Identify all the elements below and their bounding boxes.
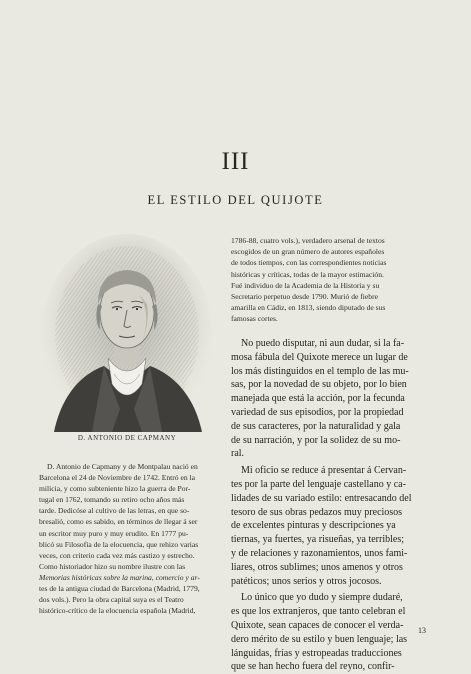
- text-line: los más distinguidos en el templo de las mu-: [231, 365, 409, 377]
- text-line: lidades de su variado estilo: entresacando del: [231, 492, 412, 504]
- text-line: lánguidas, frías y estropeadas traducciones: [231, 647, 402, 659]
- note-line: veces, con criterio cada vez más castizo y estrecho.: [39, 550, 195, 560]
- note-line: Memorias históricas sobre la marina, comercio y ar-: [39, 572, 200, 582]
- note-line: D. Antonio de Capmany y de Montpalau nació en: [47, 462, 198, 471]
- note-line: blicó su Filosofía de la elocuencia, que rehizo varias: [39, 539, 199, 549]
- note-line: tugal en 1762, tomando su retiro ocho años más: [39, 495, 185, 505]
- note-line: Secretario perpetuo desde 1790. Murió de fiebre: [231, 292, 378, 302]
- text-line: mosa fábula del Quixote merece un lugar de: [231, 351, 408, 363]
- portrait-caption: D. ANTONIO DE CAPMANY: [77, 434, 177, 442]
- note-line: tarde. Dedicóse al cultivo de las letras, en que so-: [39, 506, 190, 516]
- text-line: dero mérito de su estilo y buen lenguaje; las: [231, 633, 408, 645]
- note-line: de todos tiempos, con las correspondientes noticias: [231, 258, 387, 268]
- text-line: Quixote, sean capaces de conocer el verda-: [231, 619, 404, 631]
- note-line: escogidos de un gran número de autores españoles: [231, 247, 385, 257]
- text-line: patéticos; unos serios y otros jocosos.: [231, 575, 382, 587]
- text-line: que se han hecho fuera del reyno, confir-: [231, 661, 395, 673]
- note-line: milicia, y como subteniente hizo la guerra de Por-: [39, 484, 191, 494]
- text-line: tesoro de sus obras pedazos muy preciosos: [231, 506, 403, 518]
- note-line: histórico-crítico de la elocuencia española (Madrid,: [39, 606, 196, 616]
- text-line: de excelentes pinturas y descripciones ya: [231, 520, 396, 532]
- text-line: es que los extranjeros, que tanto celebran el: [231, 606, 406, 618]
- portrait-engraving: [42, 234, 212, 432]
- note-line: bresalió, como es sabido, en términos de llegar á ser: [39, 517, 198, 527]
- text-line: Lo único que yo dudo y siempre dudaré,: [241, 592, 403, 604]
- page-number: 13: [418, 626, 426, 635]
- paragraph: [231, 337, 436, 461]
- text-line: manejada que está la acción, por la fecunda: [231, 393, 405, 405]
- text-line: Mi oficio se reduce á presentar á Cervan-: [241, 465, 407, 477]
- text-line: y de relaciones y razonamientos, unos fami-: [231, 547, 408, 559]
- text-line: de su narración, y por la solidez de su mo-: [231, 434, 401, 446]
- text-line: liares, otros sublimes; unos amenos y otros: [231, 561, 403, 573]
- text-line: tes por la parte del lenguaje castellano y ca-: [231, 478, 406, 490]
- text-line: tiernas, ya fuertes, ya risueñas, ya terribles;: [231, 534, 404, 546]
- main-text: [231, 337, 436, 674]
- note-line: dos vols.). Pero la obra capital suya es el Teatro: [39, 595, 184, 605]
- note-line: famosas cortes.: [231, 314, 278, 324]
- paragraph: [231, 591, 436, 674]
- text-line: de sus caracteres, por la naturalidad y gala: [231, 420, 401, 432]
- text-line: No puedo disputar, ni aun dudar, si la fa-: [241, 338, 405, 349]
- paragraph: [231, 464, 436, 588]
- note-line: Fué individuo de la Academia de la Historia y su: [231, 280, 380, 290]
- text-line: ral.: [231, 448, 245, 460]
- note-line: Barcelona el 24 de Noviembre de 1742. Entró en la: [39, 473, 196, 483]
- text-line: variedad de sus episodios, por la propiedad: [231, 406, 404, 418]
- biographical-footnote-left: [39, 461, 221, 616]
- chapter-title: EL ESTILO DEL QUIJOTE: [147, 193, 324, 207]
- note-line: tes de la antigua ciudad de Barcelona (Madrid, 1779,: [39, 584, 200, 594]
- biographical-footnote-right: [231, 235, 431, 325]
- note-line: amarilla en Cádiz, en 1813, siendo diputado de sus: [231, 303, 386, 313]
- chapter-number: III: [221, 148, 250, 175]
- text-line: sas, por la novedad de su objeto, por lo bien: [231, 379, 407, 391]
- note-line: 1786-88, cuatro vols.), verdadero arsenal de textos: [231, 236, 385, 245]
- note-line: históricas y críticas, todas de la mayor estimación.: [231, 269, 384, 279]
- note-line: Como historiador hizo su nombre ilustre con las: [39, 561, 186, 571]
- note-line: un escritor muy puro y muy erudito. En 1777 pu-: [39, 528, 189, 538]
